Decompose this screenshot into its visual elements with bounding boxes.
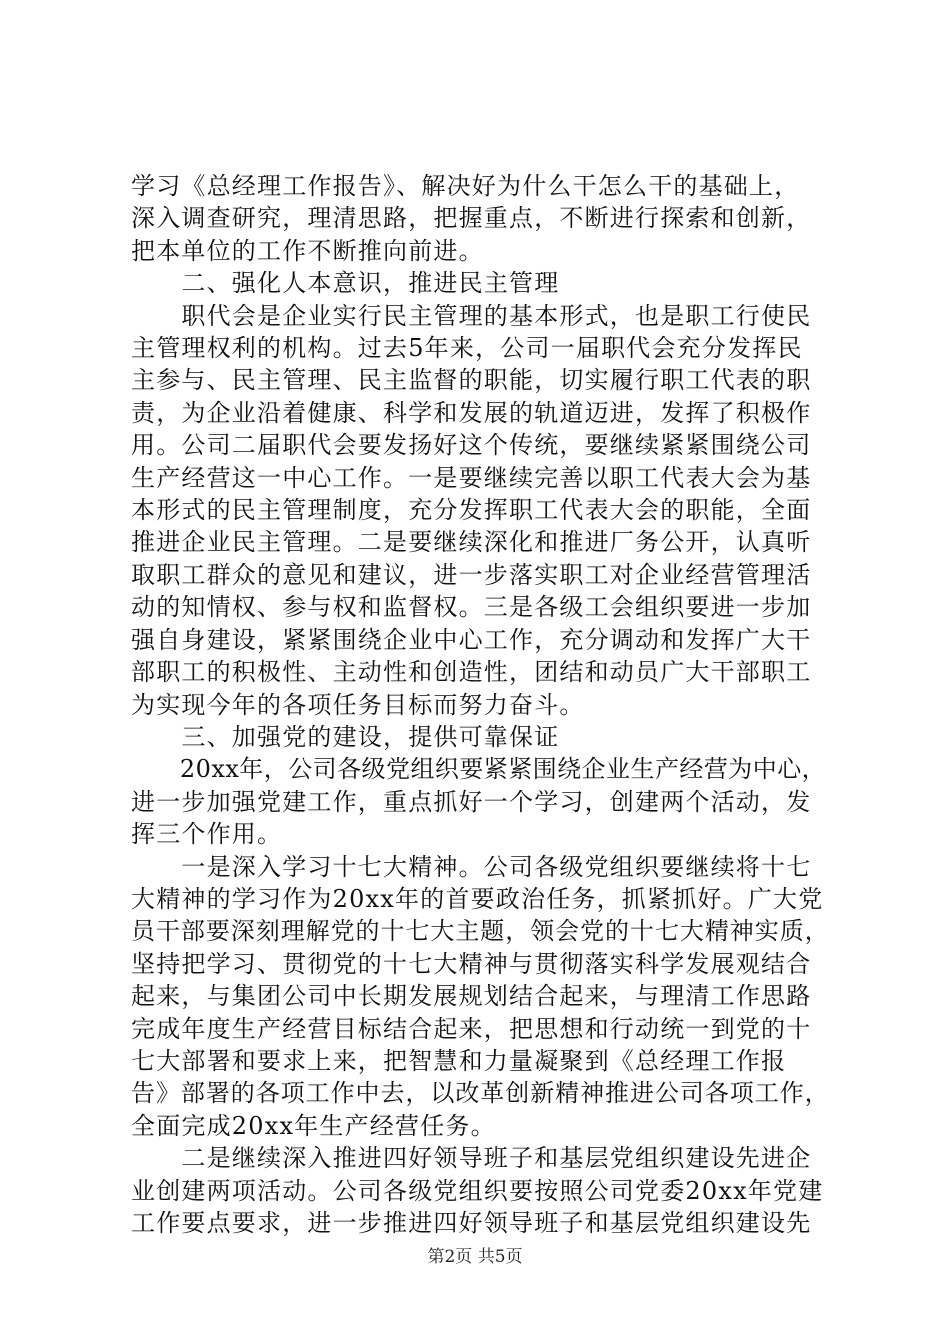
text-line: 进一步加强党建工作，重点抓好一个学习，创建两个活动，发 bbox=[131, 787, 812, 816]
text-line: 生产经营这一中心工作。一是要继续完善以职工代表大会为基 bbox=[131, 463, 812, 492]
section-heading: 二、强化人本意识，推进民主管理 bbox=[131, 269, 560, 298]
text-line: 把本单位的工作不断推向前进。 bbox=[131, 236, 484, 265]
text-line: 推进企业民主管理。二是要继续深化和推进厂务公开，认真听 bbox=[131, 528, 812, 557]
text-line: 本形式的民主管理制度，充分发挥职工代表大会的职能，全面 bbox=[131, 496, 812, 525]
text-line: 强自身建设，紧紧围绕企业中心工作，充分调动和发挥广大干 bbox=[131, 625, 812, 654]
text-line: 完成年度生产经营目标结合起来，把思想和行动统一到党的十 bbox=[131, 1014, 812, 1043]
text-line: 职代会是企业实行民主管理的基本形式，也是职工行使民 bbox=[131, 301, 812, 330]
text-line: 全面完成20xx年生产经营任务。 bbox=[131, 1111, 496, 1140]
text-line: 用。公司二届职代会要发扬好这个传统，要继续紧紧围绕公司 bbox=[131, 431, 812, 460]
text-line: 坚持把学习、贯彻党的十七大精神与贯彻落实科学发展观结合 bbox=[131, 949, 812, 978]
text-line: 为实现今年的各项任务目标而努力奋斗。 bbox=[131, 690, 585, 719]
section-heading: 三、加强党的建设，提供可靠保证 bbox=[131, 722, 560, 751]
text-line: 部职工的积极性、主动性和创造性，团结和动员广大干部职工 bbox=[131, 658, 812, 687]
text-line: 挥三个作用。 bbox=[131, 820, 283, 849]
text-line: 深入调查研究，理清思路，把握重点，不断进行探索和创新， bbox=[131, 204, 812, 233]
text-line: 学习《总经理工作报告》、解决好为什么干怎么干的基础上， bbox=[131, 172, 800, 200]
text-line: 七大部署和要求上来，把智慧和力量凝聚到《总经理工作报 bbox=[131, 1046, 787, 1075]
text-line: 取职工群众的意见和建议，进一步落实职工对企业经营管理活 bbox=[131, 560, 812, 589]
text-line: 告》部署的各项工作中去，以改革创新精神推进公司各项工作， bbox=[131, 1079, 830, 1108]
text-line: 一是深入学习十七大精神。公司各级党组织要继续将十七 bbox=[131, 852, 812, 881]
text-line: 二是继续深入推进四好领导班子和基层党组织建设先进企 bbox=[131, 1144, 812, 1173]
text-line: 起来，与集团公司中长期发展规划结合起来，与理清工作思路 bbox=[131, 982, 812, 1011]
text-line: 大精神的学习作为20xx年的首要政治任务，抓紧抓好。广大党 bbox=[131, 884, 824, 913]
document-body bbox=[131, 170, 831, 1239]
text-line: 主参与、民主管理、民主监督的职能，切实履行职工代表的职 bbox=[131, 366, 812, 395]
page-number-footer: 第2页 共5页 bbox=[427, 1247, 523, 1267]
text-line: 员干部要深刻理解党的十七大主题，领会党的十七大精神实质， bbox=[131, 917, 830, 946]
text-line: 动的知情权、参与权和监督权。三是各级工会组织要进一步加 bbox=[131, 593, 812, 622]
text-line: 工作要点要求，进一步推进四好领导班子和基层党组织建设先 bbox=[131, 1209, 812, 1237]
text-line: 责，为企业沿着健康、科学和发展的轨道迈进，发挥了积极作 bbox=[131, 398, 812, 427]
text-line: 主管理权利的机构。过去5年来，公司一届职代会充分发挥民 bbox=[131, 334, 803, 363]
text-line: 业创建两项活动。公司各级党组织要按照公司党委20xx年党建 bbox=[131, 1176, 824, 1205]
text-line: 20xx年，公司各级党组织要紧紧围绕企业生产经营为中心， bbox=[131, 755, 827, 784]
